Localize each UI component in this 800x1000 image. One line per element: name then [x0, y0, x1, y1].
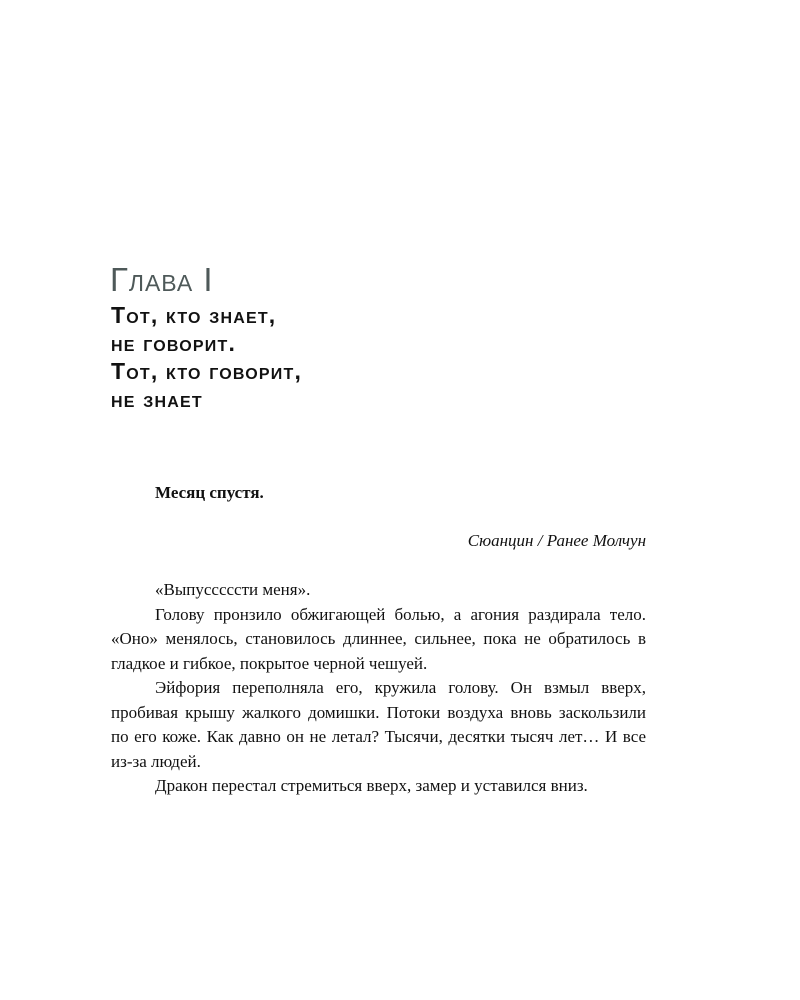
paragraph: Дракон перестал стремиться вверх, замер и уставился вниз.: [155, 776, 588, 795]
chapter-title-line: не говорит.: [111, 330, 237, 356]
pov-heading: Сюанцин / Ранее Молчун: [467, 531, 646, 550]
dateline: Месяц спустя.: [155, 483, 264, 502]
chapter-title-line: Тот, кто знает,: [111, 302, 277, 328]
chapter-title: [111, 301, 671, 413]
chapter-label: Глава I: [110, 261, 214, 298]
paragraph: Голову пронзило обжигающей болью, а агония раздирала тело. «Оно» менялось, становилось длиннее, сильнее, пока не обратилось в гладкое и гибкое, покрытое черной чешуей.: [111, 604, 646, 673]
body-text: [111, 578, 646, 799]
paragraph: «Выпусссссти меня».: [155, 580, 311, 599]
chapter-title-line: не знает: [111, 386, 203, 412]
paragraph: Эйфория переполняла его, кружила голову. Он взмыл вверх, пробивая крышу жалкого домишки. Потоки воздуха вновь заскользили по его коже. Как давно он не летал? Тысячи, десятки тысяч лет… И все из-за людей.: [111, 678, 646, 771]
chapter-title-line: Тот, кто говорит,: [111, 358, 303, 384]
